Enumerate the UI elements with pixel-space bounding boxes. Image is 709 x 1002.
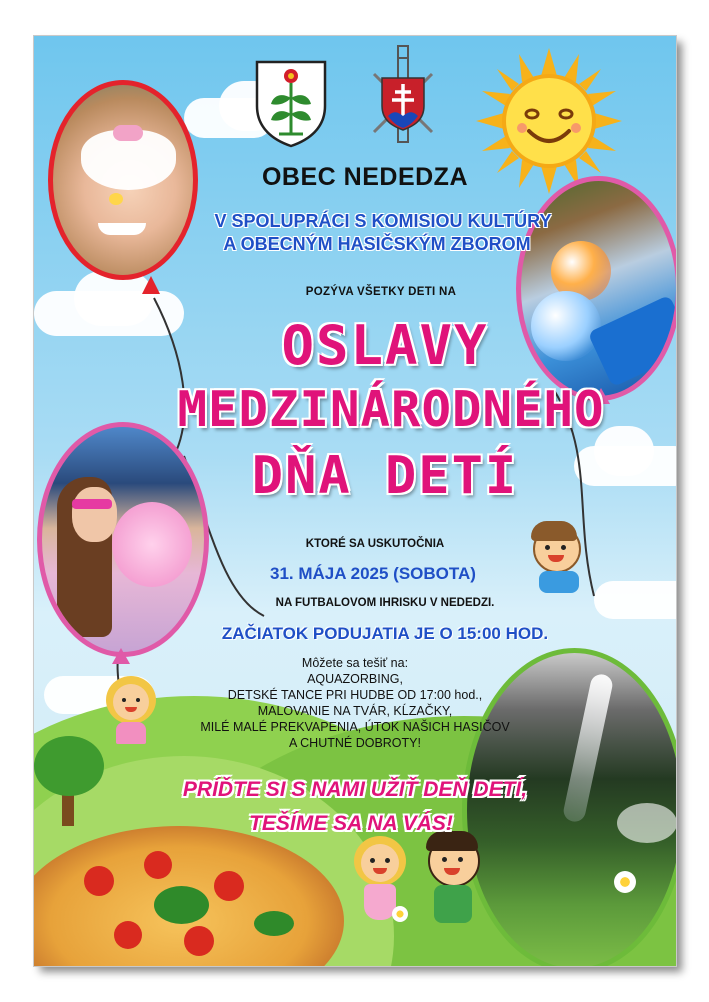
program-item: A CHUTNÉ DOBROTY! bbox=[289, 736, 421, 750]
program-item: MALOVANIE NA TVÁR, KĹZAČKY, bbox=[257, 704, 453, 718]
headline-line-2: MEDZINÁRODNÉHO bbox=[177, 381, 605, 438]
cooperation-line-2: A OBECNÝM HASIČSKÝM ZBOROM bbox=[223, 234, 531, 254]
event-place: NA FUTBALOVOM IHRISKU V NEDEDZI. bbox=[275, 597, 495, 609]
headline-line-3: DŇA DETÍ bbox=[251, 446, 519, 506]
program-item: DETSKÉ TANCE PRI HUDBE OD 17:00 hod., bbox=[227, 688, 483, 702]
village-title: OBEC NEDEDZA bbox=[261, 163, 468, 191]
program-item: AQUAZORBING, bbox=[307, 672, 403, 686]
invitation-text: POZÝVA VŠETKY DETI NA bbox=[305, 286, 457, 298]
event-start-time: ZAČIATOK PODUJATIA JE O 15:00 HOD. bbox=[221, 624, 549, 643]
daisy-flower-icon bbox=[614, 871, 636, 893]
daisy-flower-icon bbox=[392, 906, 408, 922]
program-item: MILÉ MALÉ PREKVAPENIA, ÚTOK NAŠICH HASIČOV bbox=[200, 720, 510, 734]
event-poster bbox=[34, 36, 676, 966]
cartoon-boy-icon bbox=[424, 831, 482, 926]
headline-line-1: OSLAVY bbox=[281, 314, 489, 377]
event-intro: KTORÉ SA USKUTOČNIA bbox=[305, 538, 445, 550]
program-intro: Môžete sa tešiť na: bbox=[301, 656, 409, 670]
cartoon-boy-icon bbox=[529, 521, 587, 596]
cooperation-line-1: V SPOLUPRÁCI S KOMISIOU KULTÚRY bbox=[214, 211, 552, 231]
event-date: 31. MÁJA 2025 (SOBOTA) bbox=[270, 564, 476, 583]
call-to-action-line-1: PRÍĎTE SI S NAMI UŽIŤ DEŇ DETÍ, bbox=[182, 778, 528, 801]
call-to-action-line-2: TEŠÍME SA NA VÁS! bbox=[249, 812, 453, 835]
